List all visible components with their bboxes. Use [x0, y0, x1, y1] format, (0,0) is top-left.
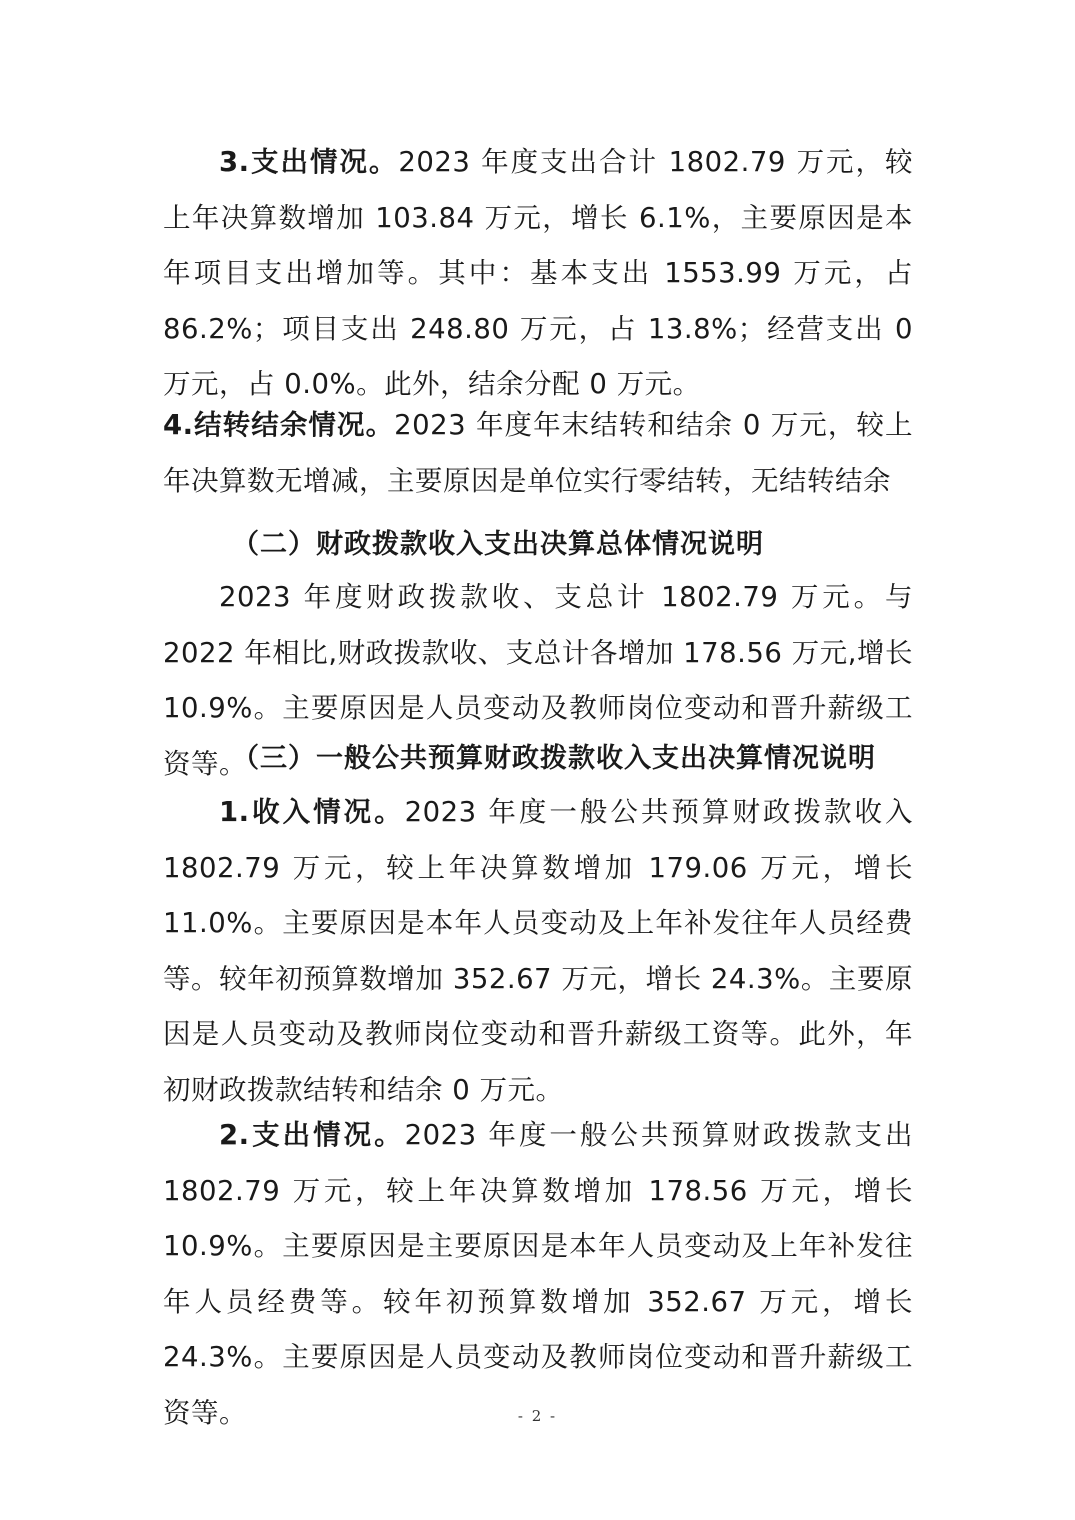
paragraph-expenditure: [163, 135, 913, 413]
paragraph-lead: 1.收入情况。: [219, 796, 405, 828]
paragraph-body: 2023 年度财政拨款收、支总计 1802.79 万元。与 2022 年相比,财政拨款收、支总计各增加 178.56 万元,增长 10.9%。主要原因是人员变动及教师岗位变动和晋升薪级工资等。: [163, 581, 913, 780]
section-heading-2: （二）财政拨款收入支出决算总体情况说明: [232, 529, 764, 560]
paragraph-income: [163, 785, 913, 1118]
paragraph-lead: 3.支出情况。: [219, 146, 399, 178]
paragraph-body: 2023 年度年末结转和结余 0 万元，较上年决算数无增减，主要原因是单位实行零结转，无结转结余: [163, 409, 913, 497]
paragraph-body: 2023 年度一般公共预算财政拨款支出 1802.79 万元，较上年决算数增加 178.56 万元，增长 10.9%。主要原因是主要原因是本年人员变动及上年补发往年人员经费等。较年初预算数增加 352.67 万元，增长 24.3%。主要原因是人员变动及教师岗位变动和晋升薪级工资等。: [163, 1119, 913, 1429]
paragraph-body: 2023 年度支出合计 1802.79 万元，较上年决算数增加 103.84 万元，增长 6.1%，主要原因是本年项目支出增加等。其中：基本支出 1553.99 万元，占 86.2%；项目支出 248.80 万元，占 13.8%；经营支出 0 万元，占 0.0%。此外，结余分配 0 万元。: [163, 146, 913, 400]
paragraph-body: 2023 年度一般公共预算财政拨款收入 1802.79 万元，较上年决算数增加 179.06 万元，增长 11.0%。主要原因是本年人员变动及上年补发往年人员经费等。较年初预算数增加 352.67 万元，增长 24.3%。主要原因是人员变动及教师岗位变动和晋升薪级工资等。此外，年初财政拨款结转和结余 0 万元。: [163, 796, 913, 1106]
page-number: - 2 -: [517, 1407, 558, 1425]
paragraph-lead: 2.支出情况。: [219, 1119, 405, 1151]
paragraph-expense: [163, 1108, 913, 1441]
paragraph-carryover: [163, 398, 913, 509]
section-heading-3: （三）一般公共预算财政拨款收入支出决算情况说明: [232, 743, 876, 774]
paragraph-lead: 4.结转结余情况。: [163, 409, 395, 441]
